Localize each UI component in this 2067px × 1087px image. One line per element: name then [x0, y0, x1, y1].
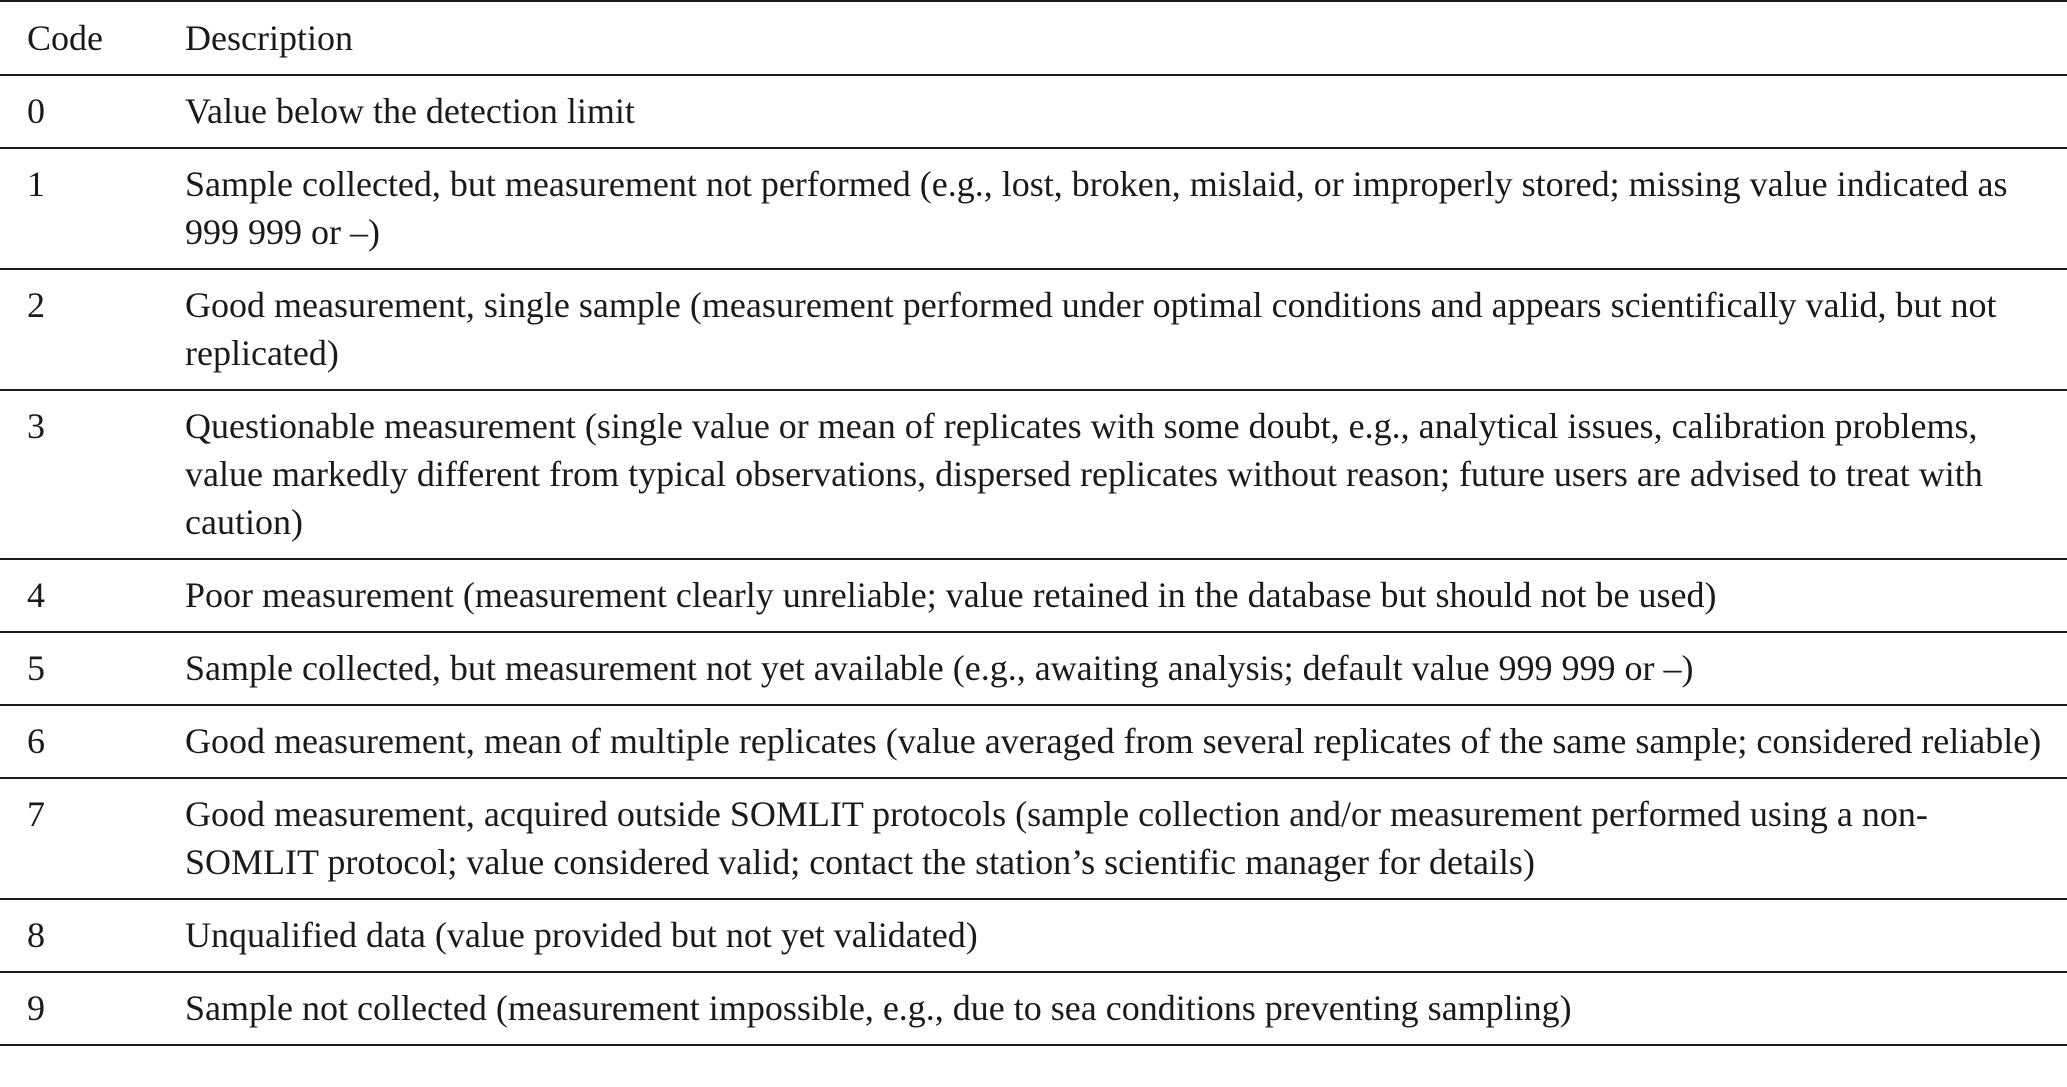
code-cell: 1 — [27, 164, 45, 204]
table-header — [0, 1, 2067, 75]
table-row — [0, 705, 2067, 778]
code-cell: 6 — [27, 721, 45, 761]
header-description: Description — [185, 18, 353, 58]
description-cell: Good measurement, mean of multiple replicates (value averaged from several replicates of the same sample; considered reliable) — [185, 721, 2042, 761]
description-cell: Good measurement, acquired outside SOMLIT protocols (sample collection and/or measurement performed using a non-SOMLIT protocol; value considered valid; contact the station’s scientific manager for details) — [185, 794, 1928, 882]
code-cell: 8 — [27, 915, 45, 955]
header-row — [0, 1, 2067, 75]
code-cell: 4 — [27, 575, 45, 615]
table-row — [0, 148, 2067, 269]
header-code: Code — [27, 18, 103, 58]
table-row — [0, 899, 2067, 972]
code-cell: 5 — [27, 648, 45, 688]
description-cell: Value below the detection limit — [185, 91, 635, 131]
code-cell: 2 — [27, 285, 45, 325]
table-body — [0, 75, 2067, 1045]
code-cell: 9 — [27, 988, 45, 1028]
code-cell: 0 — [27, 91, 45, 131]
table-row — [0, 778, 2067, 899]
description-cell: Good measurement, single sample (measurement performed under optimal conditions and appears scientifically valid, but not replicated) — [185, 285, 1997, 373]
description-cell: Unqualified data (value provided but not yet validated) — [185, 915, 978, 955]
table-row — [0, 559, 2067, 632]
table-row — [0, 972, 2067, 1045]
code-cell: 7 — [27, 794, 45, 834]
description-cell: Poor measurement (measurement clearly unreliable; value retained in the database but should not be used) — [185, 575, 1717, 615]
table-row — [0, 75, 2067, 148]
description-cell: Sample collected, but measurement not yet available (e.g., awaiting analysis; default value 999 999 or –) — [185, 648, 1694, 688]
table-row — [0, 390, 2067, 559]
description-cell: Sample not collected (measurement impossible, e.g., due to sea conditions preventing sampling) — [185, 988, 1572, 1028]
code-cell: 3 — [27, 406, 45, 446]
table-row — [0, 632, 2067, 705]
table-row — [0, 269, 2067, 390]
description-cell: Sample collected, but measurement not performed (e.g., lost, broken, mislaid, or improperly stored; missing value indicated as 999 999 or –) — [185, 164, 2008, 252]
description-cell: Questionable measurement (single value or mean of replicates with some doubt, e.g., analytical issues, calibration problems, value markedly different from typical observations, dispersed replicates without reason; future users are advised to treat with caution) — [185, 406, 1983, 542]
